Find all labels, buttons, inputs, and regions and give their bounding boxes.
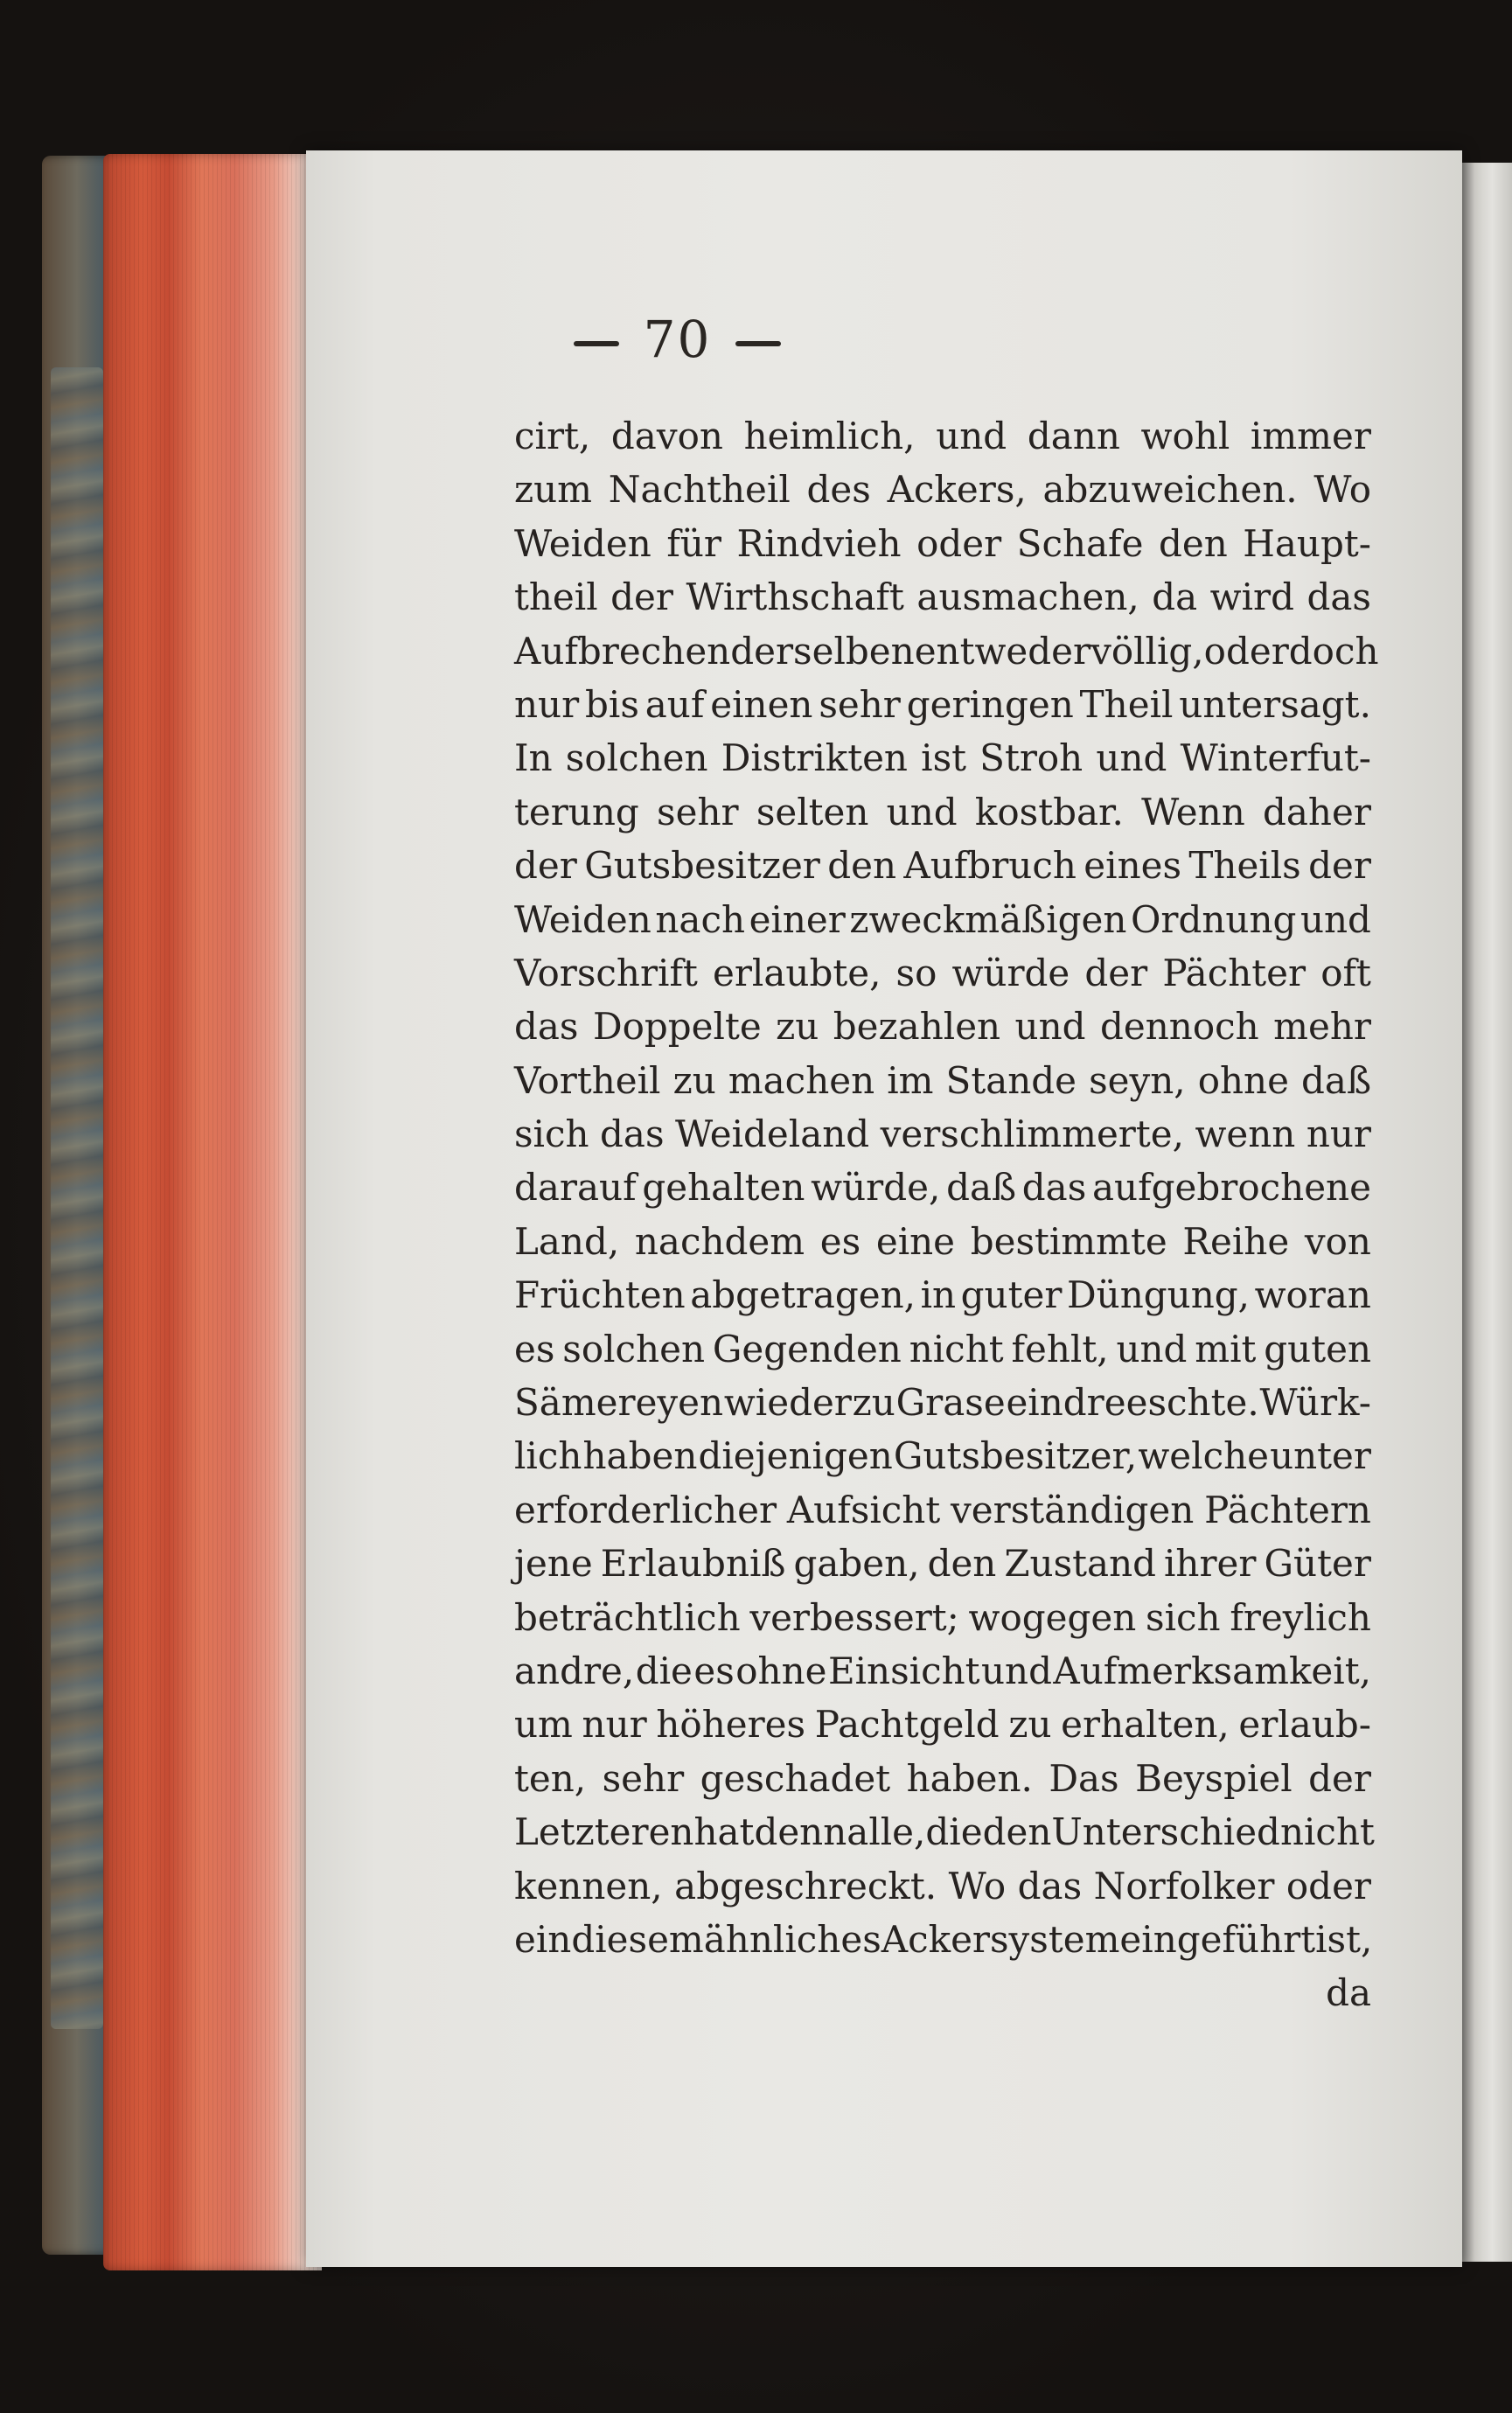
word: nach [655,897,746,941]
word: diejenigen [698,1434,893,1478]
word: ein [514,1917,572,1961]
word: guter [960,1273,1063,1317]
word: ähnliches [703,1917,881,1961]
word: ohne [735,1649,827,1692]
word: davon [610,415,723,457]
word: darauf [514,1166,637,1210]
word: gaben, [793,1542,920,1586]
word: untersagt. [1179,682,1371,726]
word: nicht [909,1327,1004,1370]
word: oder [1203,629,1289,673]
word: bezahlen [833,1005,1001,1049]
word: abzuweichen. [1042,468,1298,512]
word: zu [1008,1703,1052,1747]
word: andre, [514,1649,635,1692]
text-line [514,893,1371,946]
word: und [936,415,1007,457]
text-line [514,1322,1371,1376]
text-line [514,1107,1371,1161]
word: erforderlicher [514,1488,777,1531]
word: cirt, [514,415,591,457]
word: dennoch [1100,1005,1259,1049]
word: abgeschreckt. [674,1864,937,1907]
word: so [895,951,937,994]
word: sehr [602,1756,685,1800]
word: den [927,1542,997,1586]
text-line [514,1376,1371,1429]
word: Ackers, [887,468,1027,512]
page-number-text: 70 [643,310,712,369]
word: Norfolker [1093,1864,1275,1907]
word: oder [916,521,1002,565]
word: Rindvieh [736,521,902,565]
word: nachdem [634,1219,805,1263]
word: erhalten, [1061,1703,1230,1747]
word: wohl [1140,415,1230,457]
word: daher [1263,790,1371,833]
body-text [514,409,1379,2020]
word: heimlich, [743,415,916,457]
word: haben [582,1434,698,1478]
word: ten, [514,1756,587,1800]
word: Düngung, [1066,1273,1250,1317]
text-line [514,1698,1371,1751]
word: es [819,1219,861,1263]
text-line [514,839,1371,892]
word: eine [875,1219,956,1263]
text-line [514,1054,1371,1107]
word: wird [1209,575,1295,619]
word: bis [585,682,639,726]
word: würde [951,951,1070,994]
word: den [982,1810,1052,1854]
word: und [980,1649,1052,1692]
text-line [514,1268,1371,1322]
word: Würk- [1259,1381,1371,1425]
word: Wenn [1141,790,1245,833]
word: und [1014,1005,1086,1049]
word: sehr [657,790,739,833]
word: oder [1286,1864,1371,1907]
word: Einsicht [827,1649,980,1692]
word: denn [754,1810,847,1854]
word: wogegen [968,1595,1137,1639]
word: und [1299,897,1371,941]
word: In [514,736,553,780]
text-line [514,946,1371,1000]
word: eines [1083,844,1182,888]
word: Wo [1313,468,1371,512]
word: freylich [1230,1595,1371,1639]
word: unter [1270,1434,1371,1478]
word: entweder [914,629,1091,673]
text-line [514,1913,1371,1966]
word: Winterfut- [1180,736,1371,780]
word: einer [749,897,846,941]
word: Nachtheil [608,468,791,512]
word: alle, [847,1810,926,1854]
word: völlig, [1090,629,1204,673]
word: um [514,1703,573,1747]
word: Vortheil [514,1058,661,1102]
word: Pachtgeld [814,1703,1000,1747]
word: diesem [571,1917,704,1961]
marbled-cover-pattern [51,367,103,2029]
word: aufgebrochene [1092,1166,1371,1210]
text-line [514,463,1371,516]
text-line [514,785,1371,839]
word: Weiden [514,897,651,941]
text-line [514,678,1371,731]
page-edge-lines [103,154,322,2270]
word: sehr [819,682,901,726]
word: nur [1306,1112,1371,1156]
word: das [514,1005,579,1049]
word: Theils [1188,844,1301,888]
word: Letzteren [514,1810,694,1854]
word: machen [728,1058,875,1102]
word: selten [756,790,869,833]
text-line [514,1000,1371,1053]
word: und [886,790,958,833]
word: haben. [906,1756,1033,1800]
word: die [635,1649,693,1692]
word: verbessert; [749,1595,959,1639]
word: Aufbrechen [514,629,731,673]
word: auf [645,682,705,726]
word: Schafe [1016,521,1144,565]
word: sich [1146,1595,1221,1639]
word: Güter [1264,1542,1371,1586]
word: der [514,844,577,888]
word: verständigen [951,1488,1195,1531]
word: theil [514,575,598,619]
word: derselben [730,629,915,673]
word: da [1152,575,1198,619]
text-line [514,517,1371,570]
word: Theil [1079,682,1174,726]
word: Land, [514,1219,620,1263]
word: Zustand [1004,1542,1156,1586]
word: Aufsicht [786,1488,941,1531]
word: bestimmte [970,1219,1167,1263]
word: und [1096,736,1167,780]
word: in [920,1273,957,1317]
word: Unterschied [1051,1810,1280,1854]
word: zum [514,468,593,512]
word: doch [1288,629,1379,673]
text-line [514,624,1379,678]
facing-page-edge [1462,163,1512,2262]
word: oft [1320,951,1371,994]
word: erlaubte, [713,951,881,994]
word: Stroh [979,736,1083,780]
word: würde, [811,1166,941,1210]
word: hat [693,1810,755,1854]
word: Erlaubniß [600,1542,786,1586]
word: Gutsbesitzer, [893,1434,1138,1478]
word: eingeführt [1119,1917,1316,1961]
word: wenn [1195,1112,1296,1156]
text-line [514,570,1371,624]
text-line [514,1591,1371,1644]
word: zu [672,1058,716,1102]
word: nur [514,682,580,726]
word: Reihe [1182,1219,1290,1263]
word: terung [514,790,639,833]
word: der [1308,844,1371,888]
word: verschlimmerte, [880,1112,1184,1156]
word: Weideland [674,1112,870,1156]
word: solchen [562,1327,706,1370]
word: dann [1027,415,1120,457]
word: mehr [1273,1005,1371,1049]
word: Beyspiel [1135,1756,1293,1800]
word: Distrikten [721,736,908,780]
word: kennen, [514,1864,663,1907]
word: daß [1301,1058,1371,1102]
catchword: da [1326,1971,1371,2015]
word: kostbar. [974,790,1124,833]
word: zweckmäßigen [849,897,1127,941]
word: Aufmerksamkeit, [1053,1649,1371,1692]
word: eindreeschte. [1006,1381,1259,1425]
word: gehalten [642,1166,805,1210]
word: Sämereyen [514,1381,724,1425]
word: guten [1264,1327,1371,1370]
text-line [514,1483,1371,1537]
word: geringen [906,682,1074,726]
word: des [806,468,871,512]
word: fehlt, [1011,1327,1109,1370]
word: Haupt- [1243,521,1371,565]
word: den [827,844,897,888]
catchword-line [514,1966,1371,2019]
word: Aufbruch [903,844,1077,888]
word: abgetragen, [690,1273,916,1317]
left-dash [574,341,619,346]
word: das [600,1112,665,1156]
word: das [1021,1166,1087,1210]
text-line [514,731,1371,785]
word: Gutsbesitzer [584,844,820,888]
word: höheres [656,1703,806,1747]
text-line [514,1161,1371,1214]
word: geschadet [700,1756,891,1800]
word: Doppelte [592,1005,762,1049]
word: Pächter [1162,951,1306,994]
word: ausmachen, [916,575,1139,619]
word: Ackersystem [881,1917,1120,1961]
word: Gegenden [712,1327,902,1370]
text-line [514,1805,1375,1859]
word: seyn, [1089,1058,1186,1102]
word: ist [921,736,967,780]
word: nicht [1279,1810,1375,1854]
word: lich [514,1434,582,1478]
word: Früchten [514,1273,686,1317]
text-line [514,1752,1371,1805]
word: beträchtlich [514,1595,741,1639]
word: Ordnung [1130,897,1297,941]
word: es [514,1327,555,1370]
word: es [693,1649,735,1692]
page-number [0,310,1433,369]
word: welche [1138,1434,1270,1478]
word: von [1304,1219,1371,1263]
word: den [1158,521,1228,565]
text-line [514,409,1371,463]
word: Vorschrift [514,951,698,994]
word: zu [776,1005,819,1049]
text-line [514,1644,1371,1698]
word: für [666,521,721,565]
word: ohne [1197,1058,1289,1102]
right-dash [735,341,781,346]
text-line [514,1859,1371,1913]
word: nur [582,1703,647,1747]
word: jene [514,1542,593,1586]
word: Grase [895,1381,1006,1425]
word: die [925,1810,983,1854]
word: Weiden [514,521,651,565]
word: und [1116,1327,1188,1370]
word: sich [514,1112,589,1156]
word: Wo [948,1864,1007,1907]
word: daß [946,1166,1017,1210]
word: erlaub- [1238,1703,1371,1747]
word: solchen [565,736,708,780]
word: Das [1049,1756,1119,1800]
word: ihrer [1164,1542,1257,1586]
word: der [1308,1756,1371,1800]
word: der [610,575,673,619]
word: zu [852,1381,895,1425]
text-line [514,1537,1371,1590]
text-line [514,1215,1371,1268]
word: woran [1254,1273,1371,1317]
word: das [1306,575,1371,619]
word: ist, [1315,1917,1373,1961]
word: Pächtern [1204,1488,1371,1531]
word: wieder [723,1381,852,1425]
word: Wirthschaft [686,575,904,619]
word: das [1017,1864,1083,1907]
text-line [514,1429,1371,1482]
word: immer [1250,415,1371,457]
word: der [1084,951,1148,994]
word: im [887,1058,934,1102]
word: einen [710,682,813,726]
word: mit [1195,1327,1257,1370]
word: Stande [945,1058,1077,1102]
